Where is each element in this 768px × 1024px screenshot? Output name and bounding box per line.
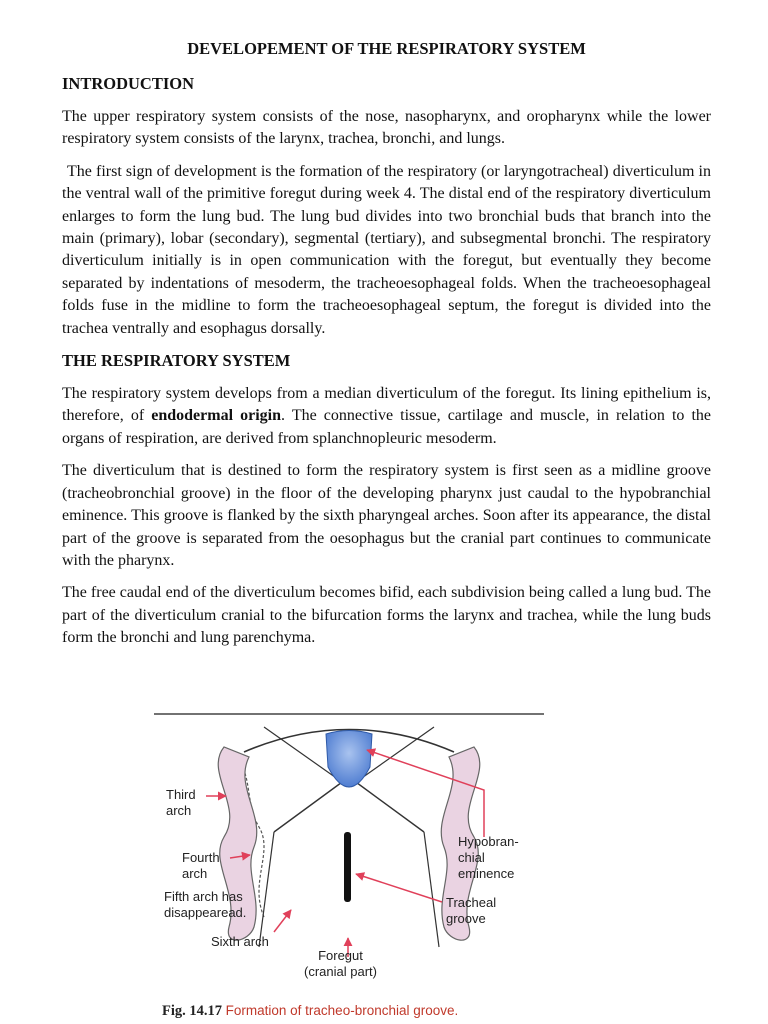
fold-line bbox=[274, 777, 349, 832]
fold-line bbox=[259, 832, 274, 947]
arrow-sixth-arch bbox=[274, 910, 291, 932]
hypobranchial-eminence-shape bbox=[326, 731, 372, 788]
label-line: Hypobran- bbox=[458, 834, 519, 849]
figure-caption-text: Formation of tracheo-bronchial groove. bbox=[225, 1003, 459, 1018]
tracheal-groove-shape bbox=[344, 832, 351, 902]
label-line: Fourth bbox=[182, 850, 220, 865]
document-body bbox=[62, 38, 711, 660]
paragraph: The free caudal end of the diverticulum becomes bifid, each subdivision being called a lung bud. The part of the diverticulum cranial to the bifurcation forms the larynx and trachea, while the lung buds form the bronchi and lung parenchyma. bbox=[62, 584, 711, 647]
figure-caption bbox=[162, 1003, 458, 1020]
label-hypobranchial-eminence bbox=[458, 834, 519, 882]
section-heading-introduction: INTRODUCTION bbox=[62, 74, 195, 93]
label-line: arch bbox=[182, 866, 208, 881]
paragraph bbox=[62, 383, 711, 450]
fold-line bbox=[424, 832, 439, 947]
label-tracheal-groove bbox=[446, 895, 496, 927]
label-line: eminence bbox=[458, 866, 515, 881]
paragraph-text: . The connective tissue, cartilage and muscle, in relation to the organs of respiration, are derived from splanchnopleuric mesoderm. bbox=[62, 407, 712, 447]
label-line: (cranial part) bbox=[304, 964, 377, 979]
label-line: Tracheal bbox=[446, 895, 497, 910]
label-line: disappearead. bbox=[164, 905, 247, 920]
paragraph: The diverticulum that is destined to form the respiratory system is first seen as a midline groove (tracheobronchial groove) in the floor of the developing pharynx just caudal to the hypobranchial eminence. This groove is flanked by the sixth pharyngeal arches. Soon after its appearance, the distal part of the groove is separated from the oesophagus but the cranial part continues to communicate with the pharynx. bbox=[62, 462, 711, 569]
figure-number: Fig. 14.17 bbox=[162, 1003, 223, 1019]
label-fourth-arch bbox=[182, 850, 220, 882]
label-sixth-arch: Sixth arch bbox=[211, 934, 269, 949]
paragraph-text: The respiratory system develops from a median diverticulum of the foregut. Its lining epithelium is, therefore, of bbox=[62, 385, 711, 425]
label-line: Foregut bbox=[318, 948, 363, 963]
page-title: DEVELOPEMENT OF THE RESPIRATORY SYSTEM bbox=[187, 39, 586, 58]
label-line: arch bbox=[166, 803, 192, 818]
paragraph: The upper respiratory system consists of the nose, nasopharynx, and oropharynx while the lower respiratory system consists of the larynx, trachea, bronchi, and lungs. bbox=[62, 108, 711, 148]
label-third-arch bbox=[166, 787, 196, 819]
arrow-tracheal-groove bbox=[356, 874, 442, 902]
label-line: Third bbox=[166, 787, 196, 802]
fold-line bbox=[349, 777, 424, 832]
figure-tracheobronchial-groove bbox=[154, 712, 544, 1024]
label-fifth-arch bbox=[164, 889, 246, 921]
label-line: Fifth arch has bbox=[164, 889, 243, 904]
label-line: groove bbox=[446, 911, 486, 926]
section-heading-respiratory-system: THE RESPIRATORY SYSTEM bbox=[62, 351, 291, 371]
bold-term: endodermal origin bbox=[151, 407, 282, 425]
label-line: chial bbox=[458, 850, 485, 865]
paragraph: The first sign of development is the formation of the respiratory (or laryngotracheal) diverticulum in the ventral wall of the primitive foregut during week 4. The distal end of the respiratory diverticulum enlarges to form the lung bud. The lung bud divides into two bronchial buds that branch into the main (primary), lobar (secondary), segmental (tertiary), and subsegmental bronchi. The respiratory diverticulum initially is in open communication with the foregut, but eventually they become separated by indentations of mesoderm, the tracheoesophageal folds. When the tracheoesophageal folds fuse in the midline to form the tracheoesophageal septum, the foregut is divided into the trachea ventrally and esophagus dorsally. bbox=[62, 162, 711, 337]
label-foregut bbox=[304, 948, 377, 980]
